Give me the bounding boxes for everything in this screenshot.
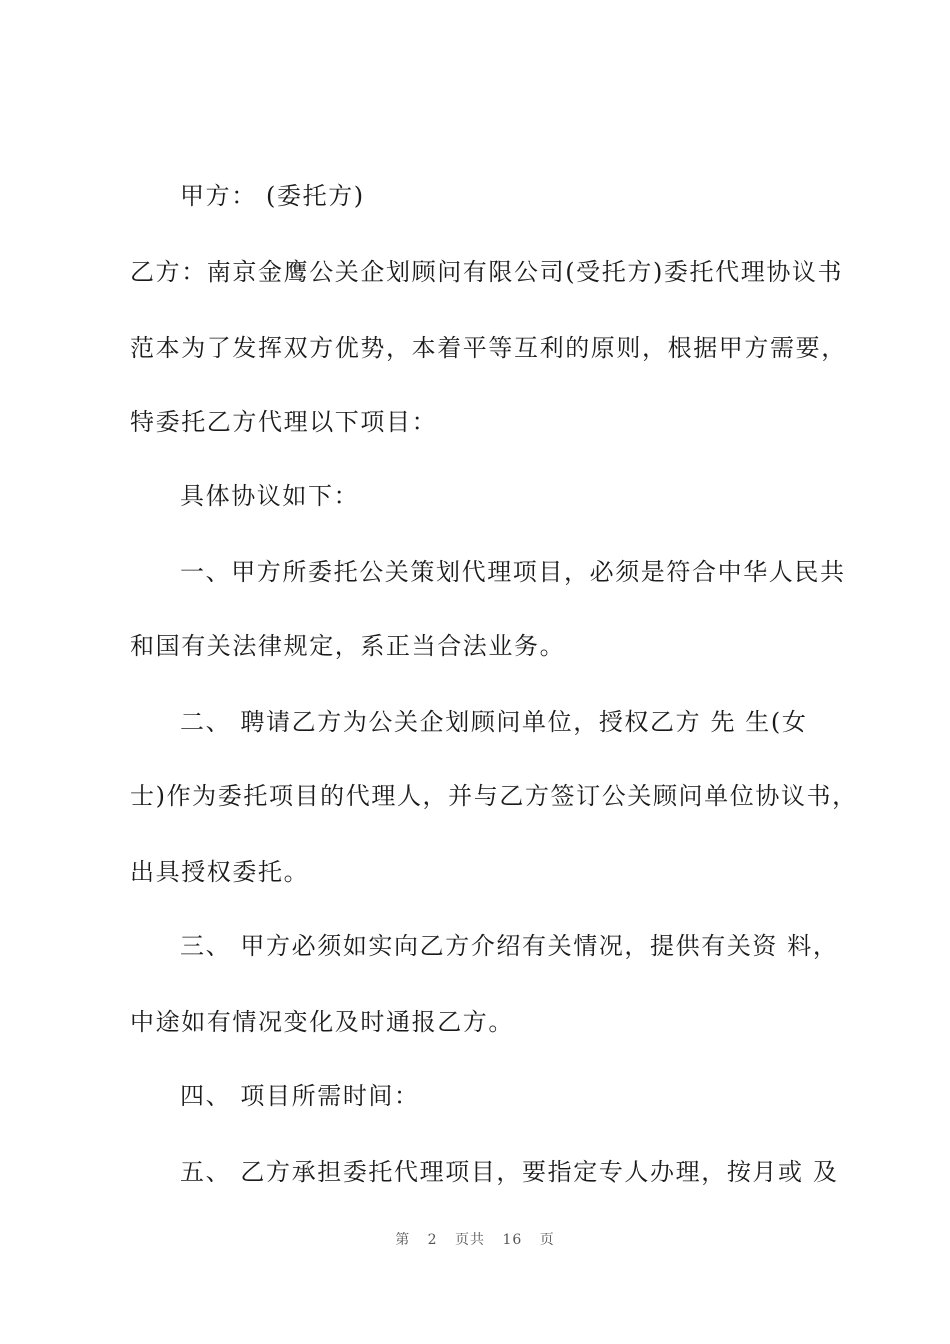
footer-suffix: 页 [539,1232,555,1248]
text-line: 士)作为委托项目的代理人，并与乙方签订公关顾问单位协议书， [130,782,858,810]
footer-page-number: 2 [427,1232,438,1248]
text-line: 出具授权委托。 [130,858,310,886]
text-line: 具体协议如下： [180,482,360,510]
text-line: 四、 项目所需时间： [180,1082,420,1110]
text-line: 范本为了发挥双方优势，本着平等互利的原则，根据甲方需要， [130,334,847,362]
footer-middle: 页共 [455,1232,486,1248]
text-line: 一、甲方所委托公关策划代理项目，必须是符合中华人民共 [180,558,846,586]
text-line: 特委托乙方代理以下项目： [130,408,438,436]
text-line: 五、 乙方承担委托代理项目，要指定专人办理，按月或 及 [180,1158,839,1186]
text-line: 乙方：南京金鹰公关企划顾问有限公司(受托方)委托代理协议书 [130,258,844,286]
text-line: 三、 甲方必须如实向乙方介绍有关情况，提供有关资 料， [180,932,839,960]
page-number-footer [0,1229,950,1249]
text-line: 中途如有情况变化及时通报乙方。 [130,1008,514,1036]
footer-total-pages: 16 [502,1232,523,1248]
footer-prefix: 第 [395,1232,411,1248]
text-line: 和国有关法律规定，系正当合法业务。 [130,632,566,660]
text-line: 甲方： (委托方) [180,182,365,210]
text-line: 二、 聘请乙方为公关企划顾问单位，授权乙方 先 生(女 [180,708,808,736]
